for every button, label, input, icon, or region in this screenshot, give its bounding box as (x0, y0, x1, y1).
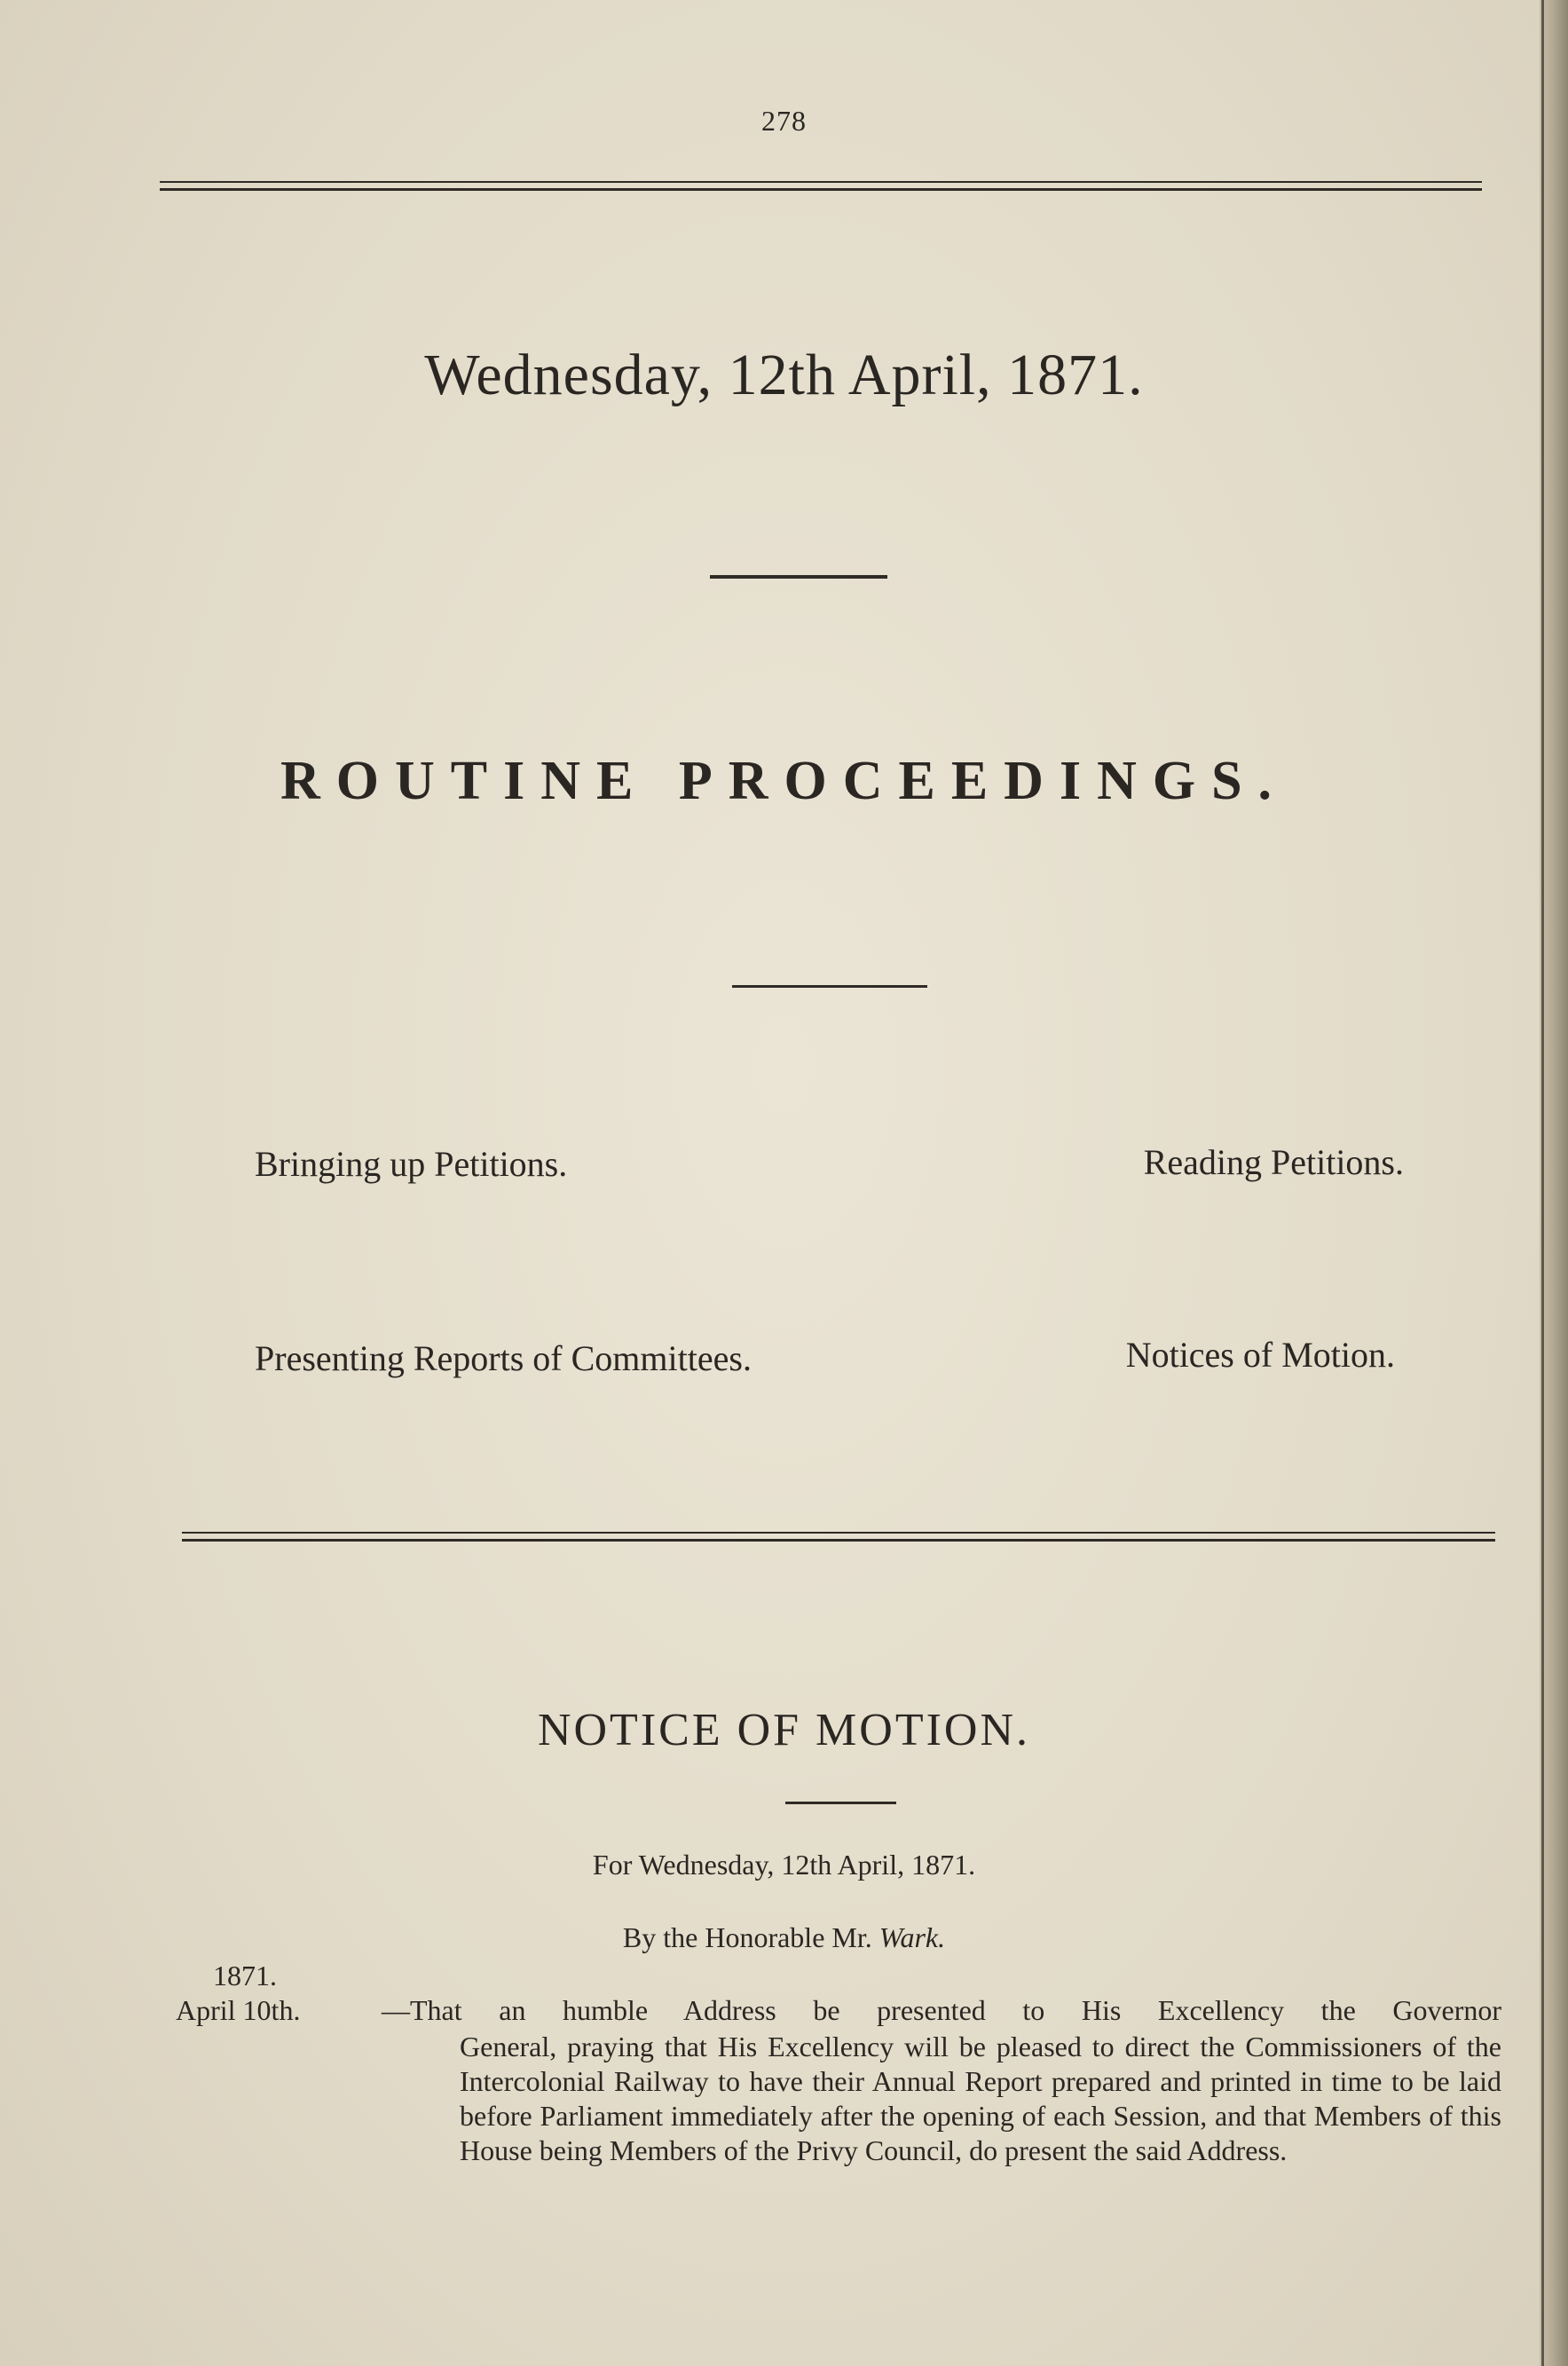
proceeding-item: Presenting Reports of Committees. (255, 1338, 752, 1378)
notice-mover (0, 1921, 1568, 1954)
proceeding-item: Notices of Motion. (1125, 1335, 1395, 1375)
motion-first-line: —That an humble Address be presented to His Excellency the Governor (382, 1994, 1501, 2026)
section-divider (710, 575, 887, 579)
notice-for-date: For Wednesday, 12th April, 1871. (592, 1849, 976, 1881)
section-divider (785, 1802, 896, 1804)
notice-of-motion-heading: NOTICE OF MOTION. (537, 1705, 1031, 1755)
routine-proceedings-heading: ROUTINE PROCEEDINGS. (280, 751, 1288, 811)
middle-double-rule (182, 1532, 1495, 1542)
section-divider (732, 985, 927, 988)
top-double-rule (160, 181, 1482, 192)
proceeding-item: Reading Petitions. (1143, 1142, 1404, 1182)
motion-body: General, praying that His Excellency will be pleased to direct the Commissioners of the Intercolonial Railway to have their Annual Report prepared and printed in time to be laid before Parliament immediately after the opening of each Session, and that Members of this House being Members of the Privy Council, do present the said Address. (460, 2031, 1501, 2166)
mover-prefix: By the Honorable Mr. (622, 1921, 872, 1953)
mover-name: Wark. (879, 1921, 946, 1953)
proceeding-item: Bringing up Petitions. (255, 1144, 568, 1184)
margin-year: 1871. (213, 1960, 277, 1991)
date-heading: Wednesday, 12th April, 1871. (424, 343, 1144, 407)
page-number: 278 (761, 105, 807, 137)
motion-date-label: April 10th. (176, 1994, 301, 2026)
